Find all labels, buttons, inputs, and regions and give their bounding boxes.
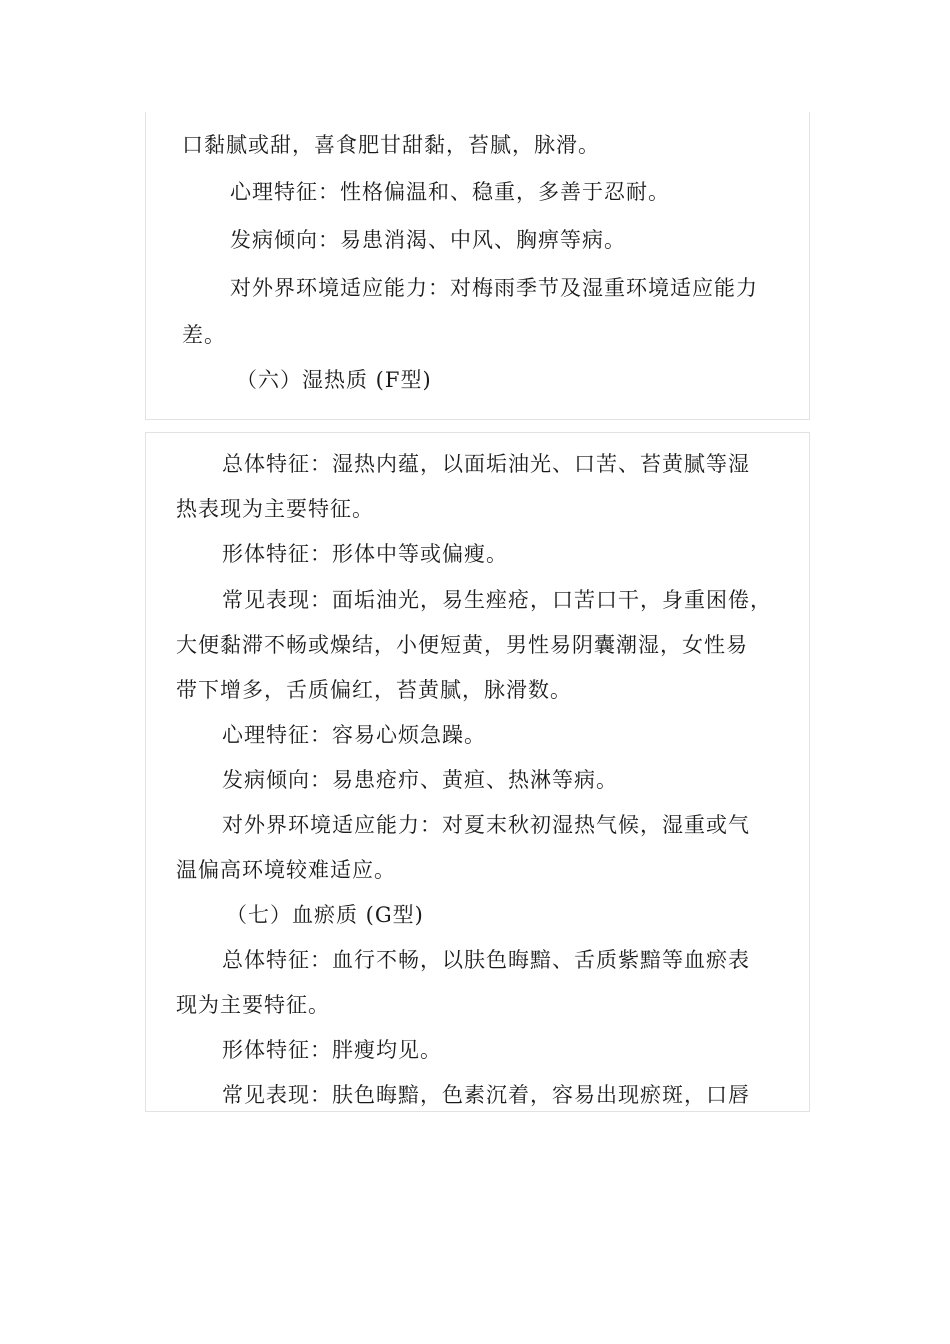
text-line: 形体特征：形体中等或偏瘦。: [222, 542, 508, 566]
text-line: 对外界环境适应能力：对梅雨季节及湿重环境适应能力: [230, 276, 758, 300]
text-line: 心理特征：容易心烦急躁。: [222, 723, 486, 747]
page-fragment-top: [145, 112, 810, 420]
text-line: 大便黏滞不畅或燥结，小便短黄，男性易阴囊潮湿，女性易: [176, 633, 748, 657]
text-line: 带下增多，舌质偏红，苔黄腻，脉滑数。: [176, 678, 572, 702]
section-heading: （七）血瘀质 (G型): [226, 903, 424, 927]
text-line: 差。: [182, 323, 226, 347]
text-line: 对外界环境适应能力：对夏末秋初湿热气候，湿重或气: [222, 813, 750, 837]
text-line: 常见表现：面垢油光，易生痤疮，口苦口干，身重困倦，: [222, 588, 772, 612]
text-line: 形体特征：胖瘦均见。: [222, 1038, 442, 1062]
text-line: 发病倾向：易患疮疖、黄疸、热淋等病。: [222, 768, 618, 792]
text-line: 发病倾向：易患消渴、中风、胸痹等病。: [230, 228, 626, 252]
page-fragment-bottom: [145, 432, 810, 1112]
text-line: 常见表现：肤色晦黯，色素沉着，容易出现瘀斑，口唇: [222, 1083, 750, 1107]
text-line: 心理特征：性格偏温和、稳重，多善于忍耐。: [230, 180, 670, 204]
text-line: 口黏腻或甜，喜食肥甘甜黏，苔腻，脉滑。: [182, 133, 600, 157]
text-line: 总体特征：湿热内蕴，以面垢油光、口苦、苔黄腻等湿: [222, 452, 750, 476]
text-line: 热表现为主要特征。: [176, 497, 374, 521]
text-line: 温偏高环境较难适应。: [176, 858, 396, 882]
section-heading: （六）湿热质 (F型): [236, 368, 432, 392]
text-line: 现为主要特征。: [176, 993, 330, 1017]
text-line: 总体特征：血行不畅，以肤色晦黯、舌质紫黯等血瘀表: [222, 948, 750, 972]
